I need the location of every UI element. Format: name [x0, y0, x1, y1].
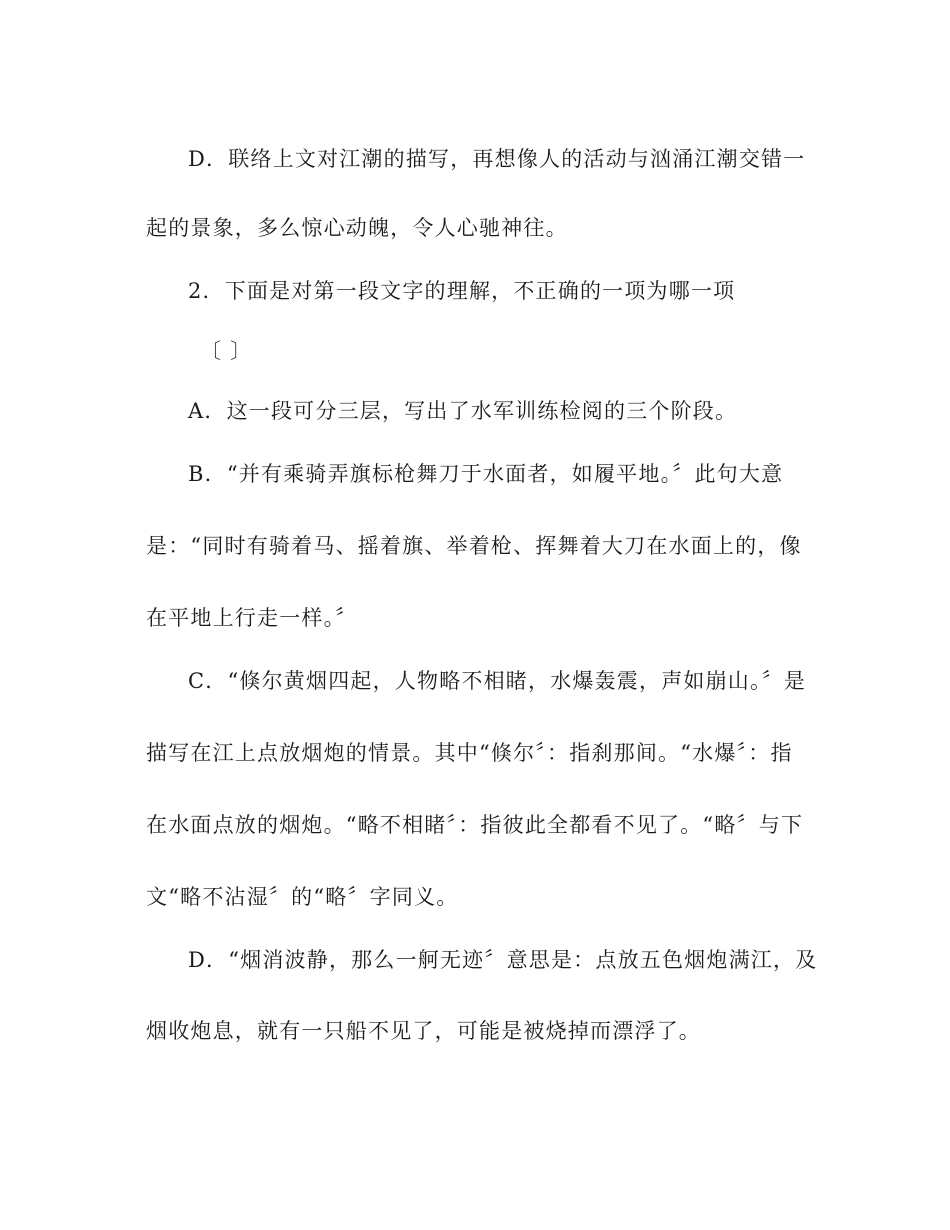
- option-c-line-1: C．“倏尔黄烟四起，人物略不相睹，水爆轰震，声如崩山。〞是: [188, 669, 807, 693]
- option-b-line-1: B．“并有乘骑弄旗标枪舞刀于水面者，如履平地。〞此句大意: [188, 462, 784, 486]
- option-d-line-1: D．联络上文对江潮的描写，再想像人的活动与汹涌江潮交错一: [188, 147, 806, 171]
- option-d-line-2: 起的景象，多么惊心动魄，令人心驰神往。: [146, 216, 568, 240]
- option-b-line-2: 是：“同时有骑着马、摇着旗、举着枪、挥舞着大刀在水面上的，像: [146, 534, 802, 558]
- answer-bracket: 〔 〕: [200, 339, 253, 363]
- option-d2-line-2: 烟收炮息，就有一只船不见了，可能是被烧掉而漂浮了。: [146, 1019, 701, 1043]
- option-b-line-3: 在平地上行走一样。〞: [146, 606, 358, 630]
- option-c-line-4: 文“略不沾湿〞的“略〞字同义。: [146, 885, 459, 909]
- option-d2-line-1: D．“烟消波静，那么一舸无迹〞意思是：点放五色烟炮满江，及: [188, 948, 818, 972]
- option-c-line-3: 在水面点放的烟炮。“略不相睹〞：指彼此全都看不见了。“略〞与下: [146, 813, 804, 837]
- question-2-text: 2．下面是对第一段文字的理解，不正确的一项为哪一项: [188, 279, 736, 303]
- option-a-text: A．这一段可分三层，写出了水军训练检阅的三个阶段。: [188, 399, 738, 423]
- option-c-line-2: 描写在江上点放烟炮的情景。其中“倏尔〞：指刹那间。“水爆〞：指: [146, 741, 793, 765]
